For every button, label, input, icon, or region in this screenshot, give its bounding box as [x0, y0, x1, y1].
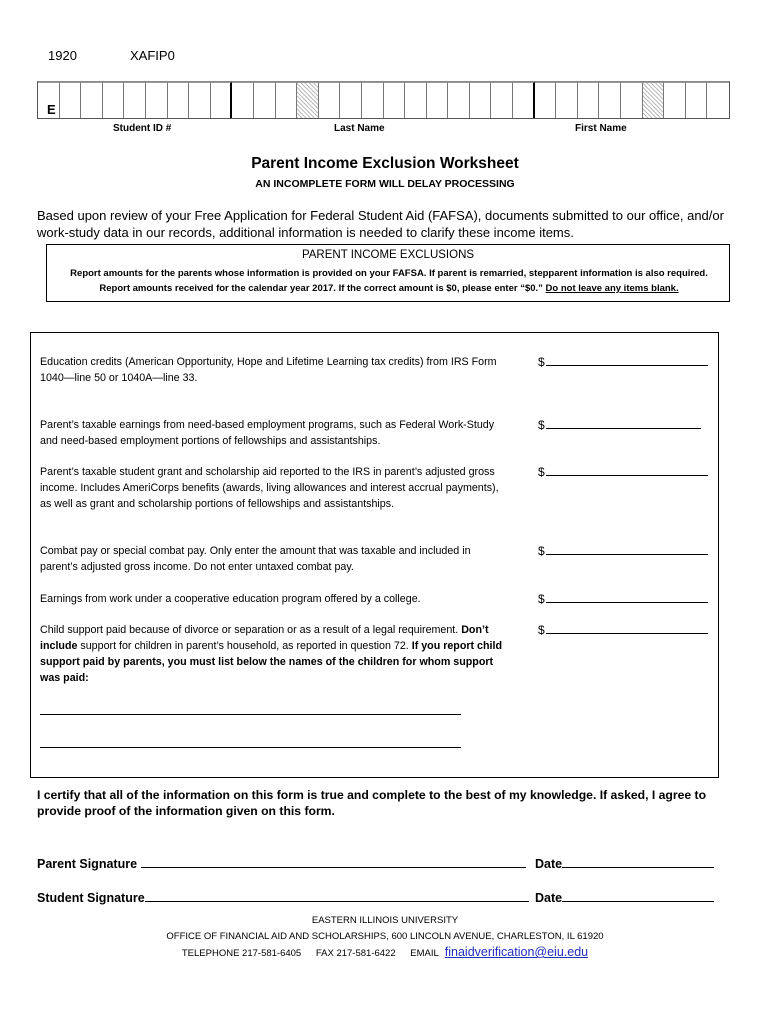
parent-date-row — [535, 856, 714, 871]
footer-telephone: TELEPHONE 217-581-6405 — [181, 948, 302, 959]
currency-sign: $ — [538, 355, 545, 369]
entry-cell[interactable] — [470, 82, 492, 118]
entry-cell[interactable] — [81, 82, 103, 118]
entry-cell[interactable] — [297, 82, 319, 118]
entry-cell[interactable] — [556, 82, 578, 118]
parent-signature-row — [37, 856, 526, 871]
intro-paragraph: Based upon review of your Free Application for Federal Student Aid (FAFSA), documents submitted to our office, and/or work-study data in our records, additional information is needed to clarify these income items. — [37, 208, 724, 240]
item-grant-scholarship-label: Parent’s taxable student grant and scholarship aid reported to the IRS in parent’s adjusted gross income. Includes AmeriCorps benefits (awards, living allowances and interest accrual payments), as well as grant and scholarship portions of fellowships and assistantships. — [40, 466, 499, 510]
amount-field-line[interactable] — [546, 464, 708, 476]
entry-cell[interactable] — [405, 82, 427, 118]
currency-sign: $ — [538, 465, 545, 479]
first-name-label: First Name — [575, 123, 627, 134]
student-date-row — [535, 890, 714, 905]
entry-cell[interactable] — [578, 82, 600, 118]
amount-field-line[interactable] — [546, 591, 708, 603]
id-prefix-char: E — [47, 102, 56, 117]
amount-field-line[interactable] — [546, 417, 701, 429]
last-name-label: Last Name — [334, 123, 385, 134]
student-id-label: Student ID # — [113, 123, 172, 134]
footer-email-link[interactable]: finaidverification@eiu.edu — [444, 945, 589, 959]
entry-cell[interactable] — [276, 82, 298, 118]
item-need-based-earnings-label: Parent’s taxable earnings from need-based employment programs, such as Federal Work-Study and need-based employment portions of fellowships and assistantships. — [40, 419, 495, 447]
entry-cell[interactable] — [686, 82, 708, 118]
entry-cell[interactable] — [664, 82, 686, 118]
id-prefix-cell — [38, 82, 60, 118]
form-code-year: 1920 — [48, 48, 77, 63]
exclusions-instructions — [55, 266, 723, 296]
item-combat-pay-label: Combat pay or special combat pay. Only enter the amount that was taxable and included in parent’s adjusted gross income. Do not enter untaxed combat pay. — [40, 545, 471, 573]
entry-cell[interactable] — [427, 82, 449, 118]
item-coop-earnings-label: Earnings from work under a cooperative education program offered by a college. — [40, 593, 421, 605]
entry-cell[interactable] — [599, 82, 621, 118]
entry-cell[interactable] — [103, 82, 125, 118]
parent-date-label: Date — [535, 857, 563, 871]
entry-cell[interactable] — [232, 82, 254, 118]
footer-university: EASTERN ILLINOIS UNIVERSITY — [311, 915, 459, 926]
child-support-emphasis: Don’t include — [40, 624, 489, 652]
exclusions-body-text: Report amounts for the parents whose information is provided on your FAFSA. If parent is remarried, stepparent information is also required. Report amounts received for the calendar year 2017. If the correct amount is $0, please enter “$0.” — [70, 268, 708, 294]
form-code: XAFIP0 — [130, 48, 175, 63]
exclusions-emphasis: Do not leave any items blank. — [545, 283, 679, 294]
footer-email-label: EMAIL — [410, 948, 439, 959]
student-signature-row — [37, 890, 529, 905]
children-names-line-1[interactable] — [40, 714, 461, 715]
item-need-based-earnings-amount[interactable] — [538, 417, 701, 433]
entry-cell[interactable] — [384, 82, 406, 118]
parent-date-line[interactable] — [562, 856, 714, 868]
item-child-support-amount[interactable] — [538, 622, 708, 638]
form-subtitle: AN INCOMPLETE FORM WILL DELAY PROCESSING — [255, 178, 515, 190]
item-combat-pay-amount[interactable] — [538, 543, 708, 559]
item-child-support-label — [40, 622, 510, 686]
student-date-label: Date — [535, 891, 563, 905]
amount-field-line[interactable] — [546, 543, 708, 555]
footer-fax: FAX 217-581-6422 — [315, 948, 396, 959]
amount-field-line[interactable] — [546, 354, 708, 366]
student-date-line[interactable] — [562, 890, 714, 902]
entry-cell[interactable] — [60, 82, 82, 118]
entry-cell[interactable] — [168, 82, 190, 118]
entry-cell[interactable] — [211, 82, 233, 118]
student-id-name-grid[interactable] — [37, 81, 730, 119]
item-coop-earnings-amount[interactable] — [538, 591, 708, 607]
item-grant-scholarship-amount[interactable] — [538, 464, 708, 480]
entry-cell[interactable] — [513, 82, 535, 118]
entry-cell[interactable] — [491, 82, 513, 118]
amount-field-line[interactable] — [546, 622, 708, 634]
entry-cell[interactable] — [707, 82, 729, 118]
entry-cell[interactable] — [189, 82, 211, 118]
form-title: Parent Income Exclusion Worksheet — [251, 155, 519, 172]
entry-cell[interactable] — [535, 82, 557, 118]
children-names-line-2[interactable] — [40, 747, 461, 748]
entry-cell[interactable] — [340, 82, 362, 118]
entry-cell[interactable] — [146, 82, 168, 118]
exclusions-box — [46, 244, 730, 302]
parent-signature-label: Parent Signature — [37, 857, 138, 871]
parent-signature-line[interactable] — [141, 856, 526, 868]
entry-cell[interactable] — [621, 82, 643, 118]
entry-cell[interactable] — [643, 82, 665, 118]
child-support-instruction: If you report child support paid by parents, you must list below the names of the children for whom support was paid: — [40, 640, 502, 684]
item-education-credits-label: Education credits (American Opportunity, Hope and Lifetime Learning tax credits) from IRS Form 1040—line 50 or 1040A—line 33. — [40, 356, 497, 384]
currency-sign: $ — [538, 418, 545, 432]
currency-sign: $ — [538, 544, 545, 558]
certification-statement: I certify that all of the information on this form is true and complete to the best of my knowledge. If asked, I agree to provide proof of the information given on this form. — [37, 788, 707, 818]
entry-cell[interactable] — [124, 82, 146, 118]
student-signature-label: Student Signature — [37, 891, 145, 905]
exclusions-title: PARENT INCOME EXCLUSIONS — [301, 249, 475, 261]
entry-cell[interactable] — [319, 82, 341, 118]
child-support-text: support for children in parent’s household, as reported in question 72. — [77, 640, 412, 652]
entry-cell[interactable] — [448, 82, 470, 118]
entry-cell[interactable] — [254, 82, 276, 118]
currency-sign: $ — [538, 623, 545, 637]
entry-cell[interactable] — [362, 82, 384, 118]
child-support-text: Child support paid because of divorce or separation or as a result of a legal requirement. — [40, 624, 462, 636]
footer-contact — [0, 945, 770, 959]
item-education-credits-amount[interactable] — [538, 354, 708, 370]
currency-sign: $ — [538, 592, 545, 606]
footer-office-address: OFFICE OF FINANCIAL AID AND SCHOLARSHIPS, 600 LINCOLN AVENUE, CHARLESTON, IL 61920 — [166, 931, 604, 942]
student-signature-line[interactable] — [145, 890, 529, 902]
income-items-box — [30, 332, 719, 778]
